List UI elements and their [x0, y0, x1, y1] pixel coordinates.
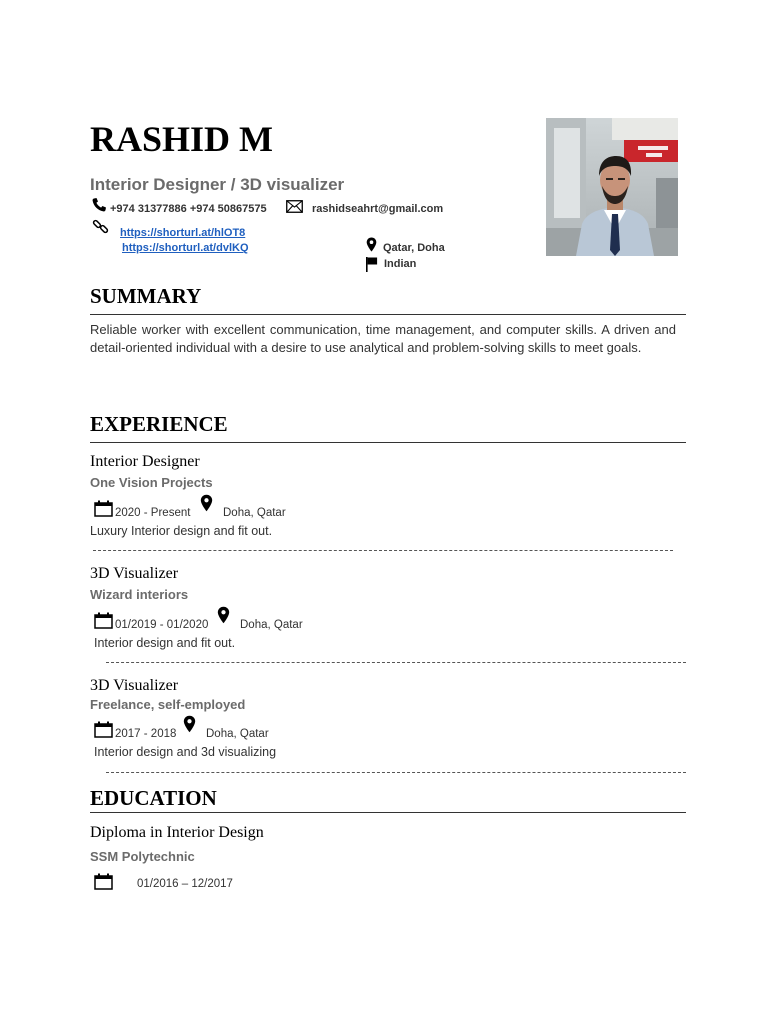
calendar-icon — [94, 873, 113, 890]
job-dates: 2020 - Present — [115, 507, 191, 519]
portfolio-link-2[interactable]: https://shorturl.at/dvlKQ — [122, 242, 249, 254]
map-pin-icon — [217, 606, 230, 624]
job-description: Interior design and fit out. — [94, 636, 236, 650]
education-heading: EDUCATION — [90, 786, 217, 810]
phone-numbers[interactable]: +974 31377886 +974 50867575 — [110, 203, 267, 215]
envelope-icon — [286, 200, 303, 213]
nationality-text: Indian — [384, 258, 417, 270]
school-name: SSM Polytechnic — [90, 849, 195, 864]
job-title: 3D Visualizer — [90, 677, 179, 694]
calendar-icon — [94, 500, 113, 517]
company-name: Wizard interiors — [90, 587, 189, 602]
map-pin-icon — [366, 237, 377, 252]
candidate-name: RASHID M — [90, 119, 274, 159]
job-separator — [106, 662, 686, 663]
location-text: Qatar, Doha — [383, 242, 445, 254]
email-link[interactable]: rashidseahrt@gmail.com — [312, 203, 444, 215]
map-pin-icon — [200, 494, 213, 512]
company-name: Freelance, self-employed — [90, 697, 246, 712]
summary-text: Reliable worker with excellent communication, time management, and computer skills. A driven and detail-oriented individual with a desire to use analytical and problem-solving skills to meet goals. — [90, 322, 676, 355]
profile-photo — [546, 118, 678, 256]
summary-heading: SUMMARY — [90, 284, 202, 308]
experience-heading: EXPERIENCE — [90, 412, 228, 436]
flag-icon — [365, 256, 378, 272]
job-title-headline: Interior Designer / 3D visualizer — [90, 175, 345, 194]
calendar-icon — [94, 612, 113, 629]
portfolio-link-1[interactable]: https://shorturl.at/hlOT8 — [120, 227, 246, 239]
job-location: Doha, Qatar — [223, 507, 286, 519]
experience-divider — [90, 442, 686, 443]
company-name: One Vision Projects — [90, 475, 213, 490]
degree-title: Diploma in Interior Design — [90, 824, 264, 841]
job-description: Interior design and 3d visualizing — [94, 745, 277, 759]
job-separator — [93, 550, 673, 551]
map-pin-icon — [183, 715, 196, 733]
job-description: Luxury Interior design and fit out. — [90, 524, 273, 538]
education-dates: 01/2016 – 12/2017 — [137, 878, 233, 890]
job-location: Doha, Qatar — [206, 728, 269, 740]
job-location: Doha, Qatar — [240, 619, 303, 631]
education-divider — [90, 812, 686, 813]
phone-icon — [91, 197, 107, 213]
job-title: 3D Visualizer — [90, 565, 179, 582]
job-title: Interior Designer — [90, 453, 200, 470]
job-dates: 01/2019 - 01/2020 — [115, 619, 209, 631]
job-dates: 2017 - 2018 — [115, 728, 177, 740]
calendar-icon — [94, 721, 113, 738]
job-separator — [106, 772, 686, 773]
summary-divider — [90, 314, 686, 315]
